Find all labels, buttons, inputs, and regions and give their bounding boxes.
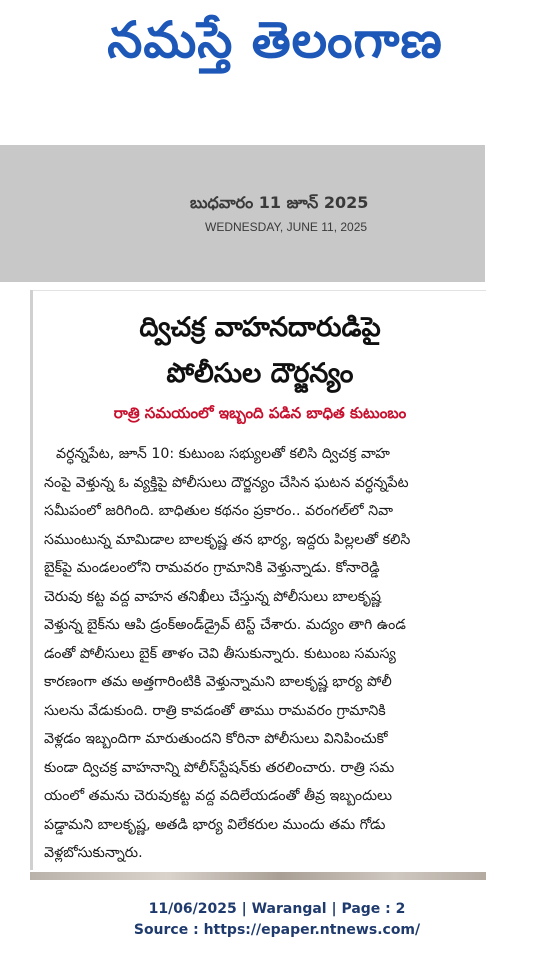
- body-line: పడ్డామని బాలకృష్ణ, అతడి భార్య విలేకరుల ముందు తమ గోడు: [44, 816, 386, 833]
- body-line: కుండా ద్విచక్ర వాహనాన్ని పోలీస్‌స్టేషన్‌కు తరలించారు. రాత్రి సమ: [44, 759, 395, 776]
- newspaper-logo: నమస్తే తెలంగాణ: [107, 11, 443, 69]
- headline-line-1: ద్విచక్ర వాహనదారుడిపై: [139, 312, 381, 343]
- date-telugu: బుధవారం 11 జూన్ 2025: [190, 193, 369, 212]
- masthead: [0, 0, 554, 80]
- clipping-left-rule: [30, 290, 33, 870]
- body-line: డంతో పోలీసులు బైక్ తాళం చెవి తీసుకున్నారు. కుటుంబ సమస్య: [44, 645, 396, 662]
- body-line: సులను వేడుకుంది. రాత్రి కావడంతో తాము రామవరం గ్రామానికి: [44, 702, 386, 719]
- body-line: వర్ధన్నపేట, జూన్ 10: కుటుంబ సభ్యులతో కలిసి ద్విచక్ర వాహ: [56, 446, 390, 462]
- body-line: చెరువు కట్ట వద్ద వాహన తనిఖీలు చేస్తున్న పోలీసులు బాలకృష్ణ: [44, 588, 381, 605]
- headline-line-2: పోలీసుల దౌర్జన్యం: [166, 358, 354, 389]
- photo-strip: [30, 872, 486, 880]
- body-line: సముంటున్న మామిడాల బాలకృష్ణ తన భార్య, ఇద్దరు పిల్లలతో కలిసి: [44, 531, 411, 548]
- subheadline: రాత్రి సమయంలో ఇబ్బంది పడిన బాధిత కుటుంబం: [113, 404, 407, 422]
- body-line: సమీపంలో జరిగింది. బాధితుల కథనం ప్రకారం.. వరంగల్‌లో నివా: [44, 503, 393, 519]
- article-body: [44, 440, 474, 868]
- date-band: [0, 145, 485, 282]
- body-line: నంపై వెళ్తున్న ఓ వ్యక్తిపై పోలీసులు దౌర్జన్యం చేసిన ఘటన వర్ధన్నపేట: [44, 474, 409, 491]
- body-line: బైక్‌పై మండలంలోని రామవరం గ్రామానికి వెళ్తున్నాడు. కోనారెడ్డి: [44, 560, 380, 576]
- body-line: యంలో తమను చెరువుకట్ట వద్ద వదిలేయడంతో తీవ్ర ఇబ్బందులు: [44, 788, 393, 804]
- body-line: వెళ్లబోసుకున్నారు.: [44, 845, 143, 861]
- article-clipping: [30, 290, 486, 880]
- body-line: వెళ్లడం ఇబ్బందిగా మారుతుందని కోరినా పోలీసులు వినిపించుకో: [44, 731, 388, 747]
- footer-source-link[interactable]: Source : https://epaper.ntnews.com/: [133, 922, 421, 938]
- clipping-top-rule: [30, 290, 486, 291]
- body-line: కారణంగా తమ అత్తగారింటికి వెళ్తున్నామని బాలకృష్ణ భార్య పోలీ: [44, 674, 392, 690]
- footer-edition-info: 11/06/2025 | Warangal | Page : 2: [148, 901, 406, 917]
- body-line: వెళ్తున్న బైక్‌ను ఆపి డ్రంక్‌అండ్‌డ్రైవ్ టెస్ట్ చేశారు. మద్యం తాగి ఉండ: [44, 617, 406, 633]
- date-english: WEDNESDAY, JUNE 11, 2025: [205, 220, 368, 234]
